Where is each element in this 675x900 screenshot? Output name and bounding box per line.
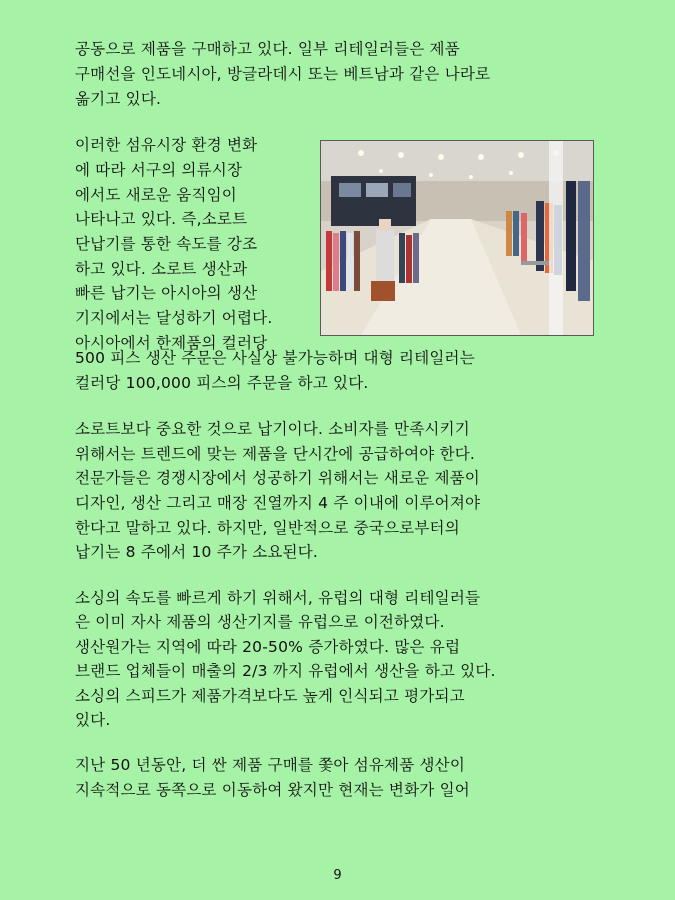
text-line: 빠른 납기는 아시아의 생산 (75, 284, 258, 302)
text-line: 옮기고 있다. (75, 90, 162, 108)
store-interior-photo (320, 140, 594, 336)
text-line: 소싱의 속도를 빠르게 하기 위해서, 유럽의 대형 리테일러들 (75, 589, 481, 607)
page-number: 9 (333, 868, 342, 883)
text-line: 지난 50 년동안, 더 싼 제품 구매를 쫓아 섬유제품 생산이 (75, 756, 466, 774)
store-interior-illustration (321, 141, 593, 335)
text-line: 은 이미 자사 제품의 생산기지를 유럽으로 이전하였다. (75, 613, 445, 631)
text-line: 에 따라 서구의 의류시장 (75, 161, 243, 179)
text-line: 지속적으로 동쪽으로 이동하여 왔지만 현재는 변화가 일어 (75, 781, 470, 799)
text-line: 기지에서는 달성하기 어렵다. (75, 309, 273, 327)
text-line: 소로트보다 중요한 것으로 납기이다. 소비자를 만족시키기 (75, 420, 470, 438)
text-line: 나타나고 있다. 즉,소로트 (75, 210, 248, 228)
text-line: 하고 있다. 소로트 생산과 (75, 260, 248, 278)
text-line: 디자인, 생산 그리고 매장 진열까지 4 주 이내에 이루어져야 (75, 494, 481, 512)
text-line: 구매선을 인도네시아, 방글라데시 또는 베트남과 같은 나라로 (75, 65, 491, 83)
text-line: 공동으로 제품을 구매하고 있다. 일부 리테일러들은 제품 (75, 40, 460, 58)
text-line: 전문가들은 경쟁시장에서 성공하기 위해서는 새로운 제품이 (75, 469, 480, 487)
text-line: 한다고 말하고 있다. 하지만, 일반적으로 중국으로부터의 (75, 519, 460, 537)
text-line: 500 피스 생산 주문은 사실상 불가능하며 대형 리테일러는 (75, 349, 475, 367)
text-line: 아시아에서 한제품의 컬러당 (75, 334, 268, 352)
text-line: 납기는 8 주에서 10 주가 소요된다. (75, 543, 319, 561)
text-line: 있다. (75, 711, 111, 729)
text-line: 이러한 섬유시장 환경 변화 (75, 136, 258, 154)
text-line: 단납기를 통한 속도를 강조 (75, 235, 258, 253)
text-line: 위해서는 트렌드에 맞는 제품을 단시간에 공급하여야 한다. (75, 445, 476, 463)
text-line: 생산원가는 지역에 따라 20-50% 증가하였다. 많은 유럽 (75, 638, 461, 656)
text-line: 에서도 새로운 움직임이 (75, 186, 237, 204)
text-line: 브랜드 업체들이 매출의 2/3 까지 유럽에서 생산을 하고 있다. (75, 662, 496, 680)
text-line: 소싱의 스피드가 제품가격보다도 높게 인식되고 평가되고 (75, 687, 465, 705)
text-line: 컬러당 100,000 피스의 주문을 하고 있다. (75, 374, 369, 392)
